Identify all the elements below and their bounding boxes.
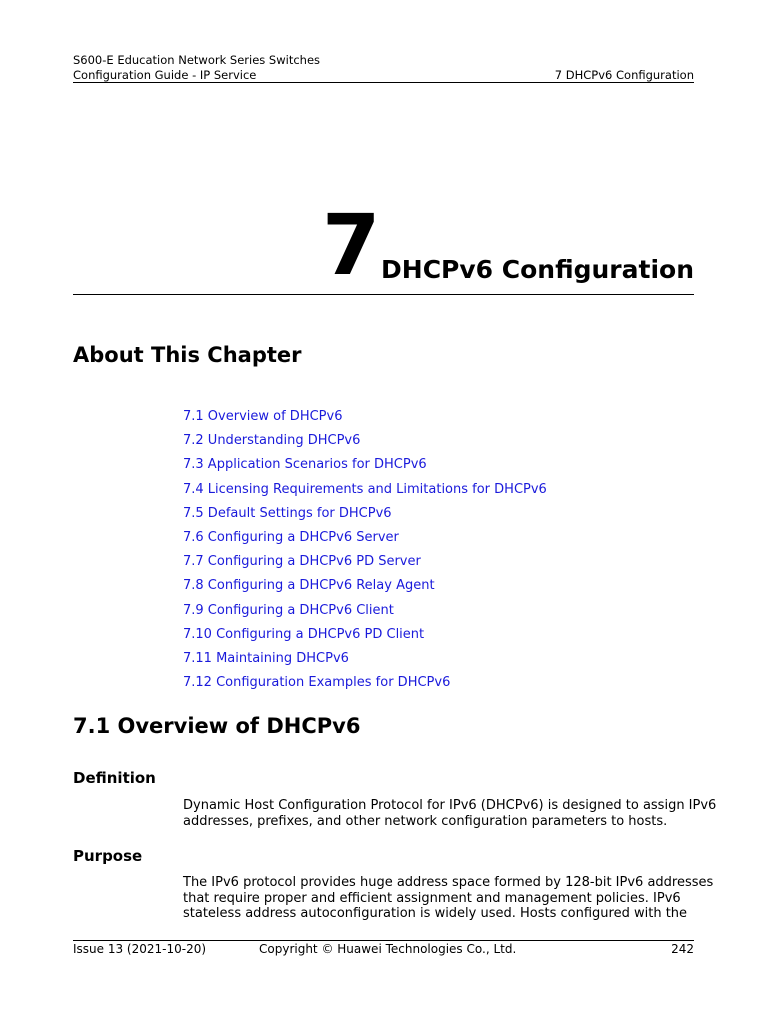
toc-link[interactable]: 7.6 Configuring a DHCPv6 Server <box>183 529 399 545</box>
definition-heading: Definition <box>73 769 156 787</box>
toc-link[interactable]: 7.7 Configuring a DHCPv6 PD Server <box>183 554 421 570</box>
toc-link[interactable]: 7.4 Licensing Requirements and Limitations for DHCPv6 <box>183 481 547 497</box>
purpose-paragraph <box>183 875 714 922</box>
chapter-rule <box>73 294 694 295</box>
section-title: 7.1 Overview of DHCPv6 <box>73 714 361 738</box>
paragraph-line: addresses, prefixes, and other network configuration parameters to hosts. <box>183 813 668 829</box>
toc-link[interactable]: 7.10 Configuring a DHCPv6 PD Client <box>183 626 425 642</box>
footer-page-number: 242 <box>671 942 694 956</box>
toc-link[interactable]: 7.8 Configuring a DHCPv6 Relay Agent <box>183 578 435 594</box>
paragraph-line: that require proper and efficient assignment and management policies. IPv6 <box>183 890 681 906</box>
toc-link[interactable]: 7.11 Maintaining DHCPv6 <box>183 650 349 666</box>
toc-link[interactable]: 7.2 Understanding DHCPv6 <box>183 433 361 449</box>
toc-link[interactable]: 7.5 Default Settings for DHCPv6 <box>183 505 392 521</box>
header-product: S600-E Education Network Series Switches <box>73 53 321 67</box>
footer-issue: Issue 13 (2021-10-20) <box>73 942 207 956</box>
toc-link[interactable]: 7.3 Application Scenarios for DHCPv6 <box>183 457 427 473</box>
footer-copyright: Copyright © Huawei Technologies Co., Ltd. <box>259 942 517 956</box>
chapter-toc <box>183 409 547 699</box>
toc-link[interactable]: 7.1 Overview of DHCPv6 <box>183 409 343 424</box>
paragraph-line: stateless address autoconfiguration is widely used. Hosts configured with the <box>183 906 688 921</box>
about-heading: About This Chapter <box>73 343 302 367</box>
chapter-number: 7 <box>322 196 381 294</box>
paragraph-line: The IPv6 protocol provides huge address space formed by 128-bit IPv6 addresses <box>183 875 714 890</box>
header-guide: Configuration Guide - IP Service <box>73 68 257 82</box>
purpose-heading: Purpose <box>73 847 143 865</box>
toc-link[interactable]: 7.9 Configuring a DHCPv6 Client <box>183 602 394 618</box>
toc-link[interactable]: 7.12 Configuration Examples for DHCPv6 <box>183 675 451 691</box>
header-rule <box>73 82 694 83</box>
header-chapter-ref: 7 DHCPv6 Configuration <box>554 68 694 82</box>
footer-rule <box>73 940 694 941</box>
chapter-title: DHCPv6 Configuration <box>381 255 694 284</box>
paragraph-line: Dynamic Host Configuration Protocol for IPv6 (DHCPv6) is designed to assign IPv6 <box>183 798 717 813</box>
definition-paragraph <box>183 798 717 829</box>
